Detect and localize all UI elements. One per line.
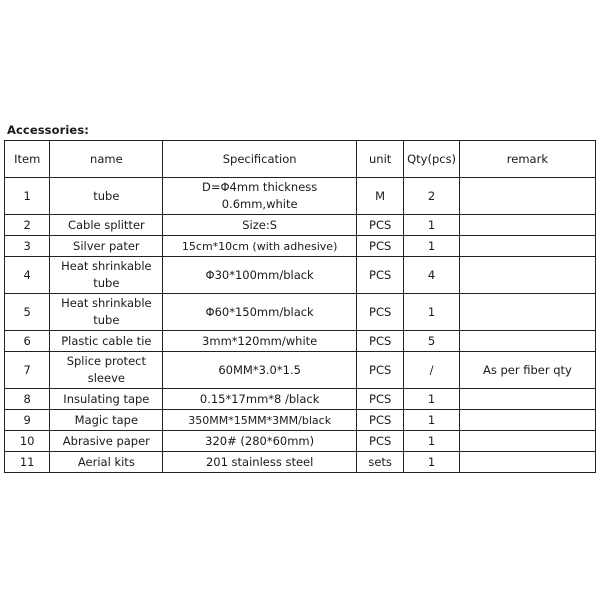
cell-qty: / — [404, 352, 459, 389]
cell-unit: PCS — [356, 257, 403, 294]
cell-remark — [459, 257, 595, 294]
cell-name: Silver pater — [50, 236, 163, 257]
cell-remark — [459, 215, 595, 236]
cell-spec: Size:S — [163, 215, 357, 236]
cell-remark — [459, 178, 595, 215]
col-header-item: Item — [5, 141, 50, 178]
cell-qty: 1 — [404, 452, 459, 473]
cell-spec: 201 stainless steel — [163, 452, 357, 473]
cell-unit: PCS — [356, 215, 403, 236]
cell-spec: 350MM*15MM*3MM/black — [163, 410, 357, 431]
table-row — [5, 352, 596, 389]
cell-remark — [459, 236, 595, 257]
cell-spec: 60MM*3.0*1.5 — [163, 352, 357, 389]
cell-name: Aerial kits — [50, 452, 163, 473]
cell-qty: 1 — [404, 389, 459, 410]
cell-item: 2 — [5, 215, 50, 236]
cell-name: Magic tape — [50, 410, 163, 431]
table-row — [5, 294, 596, 331]
cell-qty: 1 — [404, 431, 459, 452]
cell-remark — [459, 294, 595, 331]
table-row — [5, 331, 596, 352]
cell-unit: PCS — [356, 431, 403, 452]
cell-name: tube — [50, 178, 163, 215]
table-row — [5, 178, 596, 215]
col-header-qty: Qty(pcs) — [404, 141, 459, 178]
cell-unit: PCS — [356, 389, 403, 410]
cell-item: 9 — [5, 410, 50, 431]
table-row — [5, 236, 596, 257]
cell-unit: PCS — [356, 331, 403, 352]
cell-name: Cable splitter — [50, 215, 163, 236]
table-row — [5, 257, 596, 294]
cell-qty: 1 — [404, 236, 459, 257]
cell-name: Abrasive paper — [50, 431, 163, 452]
col-header-specification: Specification — [163, 141, 357, 178]
cell-name: Insulating tape — [50, 389, 163, 410]
cell-item: 4 — [5, 257, 50, 294]
cell-remark — [459, 452, 595, 473]
cell-spec: Φ60*150mm/black — [163, 294, 357, 331]
cell-remark — [459, 331, 595, 352]
table-row — [5, 389, 596, 410]
cell-unit: PCS — [356, 294, 403, 331]
col-header-unit: unit — [356, 141, 403, 178]
cell-name: Plastic cable tie — [50, 331, 163, 352]
cell-item: 3 — [5, 236, 50, 257]
accessories-table — [4, 140, 596, 473]
cell-unit: sets — [356, 452, 403, 473]
cell-spec: 3mm*120mm/white — [163, 331, 357, 352]
cell-remark: As per fiber qty — [459, 352, 595, 389]
cell-item: 6 — [5, 331, 50, 352]
col-header-remark: remark — [459, 141, 595, 178]
accessories-heading: Accessories: — [7, 123, 89, 137]
cell-spec: 0.15*17mm*8 /black — [163, 389, 357, 410]
cell-spec: 15cm*10cm (with adhesive) — [163, 236, 357, 257]
cell-qty: 2 — [404, 178, 459, 215]
cell-spec: Φ30*100mm/black — [163, 257, 357, 294]
table-row — [5, 431, 596, 452]
cell-item: 7 — [5, 352, 50, 389]
cell-remark — [459, 431, 595, 452]
cell-item: 11 — [5, 452, 50, 473]
table-header-row — [5, 141, 596, 178]
cell-unit: PCS — [356, 236, 403, 257]
cell-name: Heat shrinkable tube — [50, 257, 163, 294]
cell-item: 10 — [5, 431, 50, 452]
cell-qty: 5 — [404, 331, 459, 352]
table-row — [5, 452, 596, 473]
cell-item: 8 — [5, 389, 50, 410]
cell-spec: D=Φ4mm thickness 0.6mm,white — [163, 178, 357, 215]
cell-qty: 1 — [404, 215, 459, 236]
col-header-name: name — [50, 141, 163, 178]
cell-unit: PCS — [356, 352, 403, 389]
cell-qty: 1 — [404, 410, 459, 431]
cell-unit: PCS — [356, 410, 403, 431]
cell-item: 5 — [5, 294, 50, 331]
cell-remark — [459, 410, 595, 431]
table-row — [5, 410, 596, 431]
cell-spec: 320# (280*60mm) — [163, 431, 357, 452]
cell-qty: 1 — [404, 294, 459, 331]
table-row — [5, 215, 596, 236]
cell-item: 1 — [5, 178, 50, 215]
cell-unit: M — [356, 178, 403, 215]
cell-name: Heat shrinkable tube — [50, 294, 163, 331]
cell-remark — [459, 389, 595, 410]
cell-qty: 4 — [404, 257, 459, 294]
cell-name: Splice protect sleeve — [50, 352, 163, 389]
